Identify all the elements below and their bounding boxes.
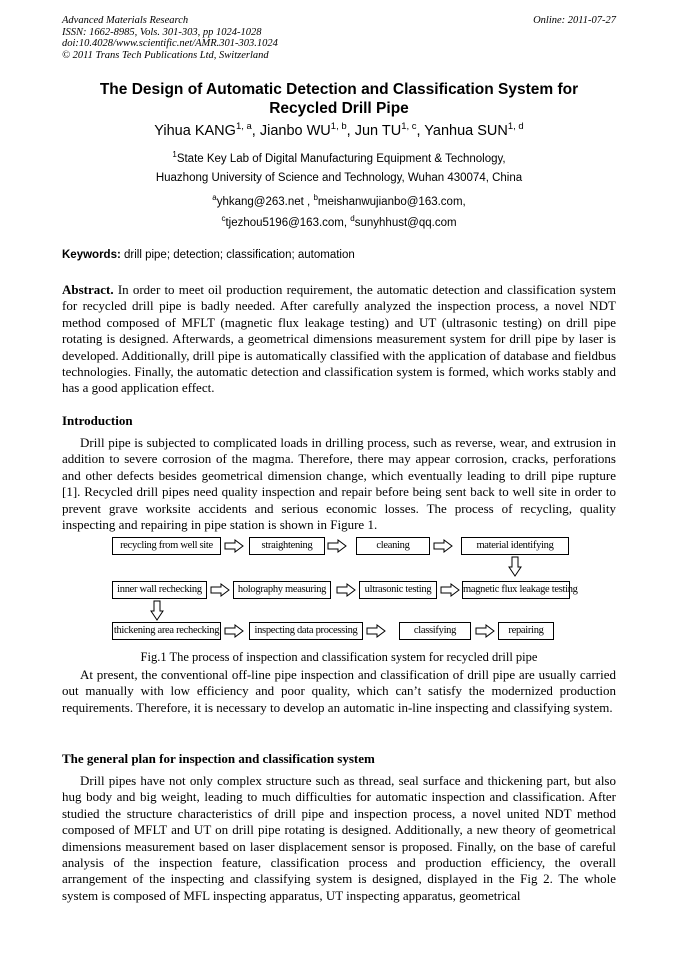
figure-1-flowchart (112, 532, 578, 644)
title-line-1: The Design of Automatic Detection and Classification System for (99, 81, 579, 98)
figure-1-caption: Fig.1 The process of inspection and classification system for recycled drill pipe (140, 650, 538, 664)
copyright-line: © 2011 Trans Tech Publications Ltd, Switzerland (62, 49, 269, 61)
flow-step: repairing (498, 622, 554, 640)
issn-line: ISSN: 1662-8985, Vols. 301-303, pp 1024-1028 (62, 26, 262, 38)
left-arrow-icon (211, 584, 229, 596)
left-arrow-icon (441, 584, 459, 596)
abstract (62, 282, 616, 397)
doi-line: doi:10.4028/www.scientific.net/AMR.301-303.1024 (62, 38, 278, 49)
author-sup: 1, d (507, 121, 524, 132)
journal-header (62, 15, 278, 61)
author-name: Yanhua SUN (424, 122, 508, 139)
author-name: Jun TU (354, 122, 402, 139)
left-arrow-icon (337, 584, 355, 596)
author-name: Yihua KANG (154, 122, 236, 139)
author-sup: 1, b (330, 121, 347, 132)
flow-step: material identifying (461, 537, 569, 555)
affiliation-line-1: $^1$State Key Lab of Digital Manufacturing Equipment & Technology, (172, 150, 506, 165)
email-line-2: $^c$tjezhou5196@163.com, $^d$sunyhhust@qq.com (221, 214, 457, 229)
abstract-label: Abstract. (62, 282, 114, 297)
abstract-text: In order to meet oil production requirement, the automatic detection and classification system for recycled drill pipe is badly needed. After carefully analyzed the inspection process, a novel NDT method composed of MFLT (magnetic flux leakage testing) and UT (ultrasonic testing) on drill pipe rotating is designed. Afterwards, a geometrical dimensions measurement system for drill pipe by laser is developed. Additionally, drill pipe is automatically classified with the application of database and fieldbus technologies. Finally, the automatic detection and classification system is formed, which works stably and has a good application effect. (62, 282, 616, 396)
down-arrow-icon (151, 601, 163, 620)
paper-title (62, 80, 616, 118)
journal-name: Advanced Materials Research (62, 15, 189, 26)
keywords (62, 249, 355, 261)
introduction-paragraph-2: At present, the conventional off-line pipe inspection and classification of drill pipe are usually carried out manually with low efficiency and poor quality, which can’t satisfy the modernized production requirements. Therefore, it is necessary to develop an automatic in-line inspecting and classifying system. (62, 667, 616, 715)
right-arrow-icon (225, 540, 243, 552)
email-link[interactable]: sunyhhust@qq.com (354, 216, 457, 229)
section-heading-general-plan: The general plan for inspection and classification system (62, 751, 375, 766)
flow-step: recycling from well site (112, 537, 221, 555)
section-heading-introduction: Introduction (62, 413, 133, 428)
author-list: Yihua KANG$^{1, a}$, Jianbo WU$^{1, b}$, Jun TU$^{1, c}$, Yanhua SUN$^{1, d}$ (154, 121, 524, 139)
general-plan-paragraph-1: Drill pipes have not only complex structure such as thread, seal surface and thickening part, but also hug body and big weight, leading to much difficulties for automatic inspection and classification. After studied the structure characteristics of drill pipe and inspection process, a novel united NDT method composed of MFLT and UT on drill pipe rotating is designed. Additionally, a new theory of geometrical dimensions measurement based on laser displacement sensor is proposed. Finally, on the base of careful analysis of the inspection feature, classification process and production efficiency, the overall arrangement of the inspecting and classifying system is designed, displayed in the Fig 2. The whole system is composed of MFL inspecting apparatus, UT inspecting apparatus, geometrical (62, 773, 616, 903)
affiliation-line-2: Huazhong University of Science and Technology, Wuhan 430074, China (155, 172, 523, 184)
right-arrow-icon (434, 540, 452, 552)
flow-step: straightening (249, 537, 325, 555)
title-line-2: Recycled Drill Pipe (269, 100, 409, 117)
flow-step: inner wall rechecking (112, 581, 207, 599)
author-name: Jianbo WU (259, 122, 331, 139)
flow-step: thickening area rechecking (112, 622, 221, 640)
flow-step: holography measuring (233, 581, 331, 599)
email-link[interactable]: tjezhou5196@163.com (225, 216, 344, 229)
email-link[interactable]: yhkang@263.net (216, 195, 304, 208)
flow-step: ultrasonic testing (359, 581, 437, 599)
right-arrow-icon (328, 540, 346, 552)
right-arrow-icon (476, 625, 494, 637)
keywords-text: drill pipe; detection; classification; automation (124, 249, 355, 261)
down-arrow-icon (509, 557, 521, 576)
keywords-label: Keywords: (62, 249, 121, 261)
right-arrow-icon (225, 625, 243, 637)
author-sup: 1, a (235, 121, 252, 132)
flow-step: cleaning (356, 537, 430, 555)
affiliation-sup: 1 (172, 150, 177, 159)
author-sup: 1, c (401, 121, 417, 132)
online-date: Online: 2011-07-27 (533, 15, 616, 26)
introduction-paragraph-1: Drill pipe is subjected to complicated loads in drilling process, such as reverse, wear, and extrusion in addition to severe corrosion of the magma. Therefore, there may appear corrosion, cracks, perforations and other defects besides geometrical dimension change, which eventually leading to drill pipe rupture [1]. Recycled drill pipes need quality inspection and repair before being sent back to well site in order to prevent grave worksite accidents and serious economic losses. The process of recycling, quality inspecting and repairing in pipe station is shown in Figure 1. (62, 435, 616, 533)
email-link[interactable]: meishanwujianbo@163.com (317, 195, 463, 208)
flow-step: magnetic flux leakage testing (462, 581, 570, 599)
flow-step: classifying (399, 622, 471, 640)
email-line-1: $^a$yhkang@263.net , $^b$meishanwujianbo@163.com, (212, 193, 466, 208)
right-arrow-icon (367, 625, 385, 637)
flow-step: inspecting data processing (249, 622, 363, 640)
